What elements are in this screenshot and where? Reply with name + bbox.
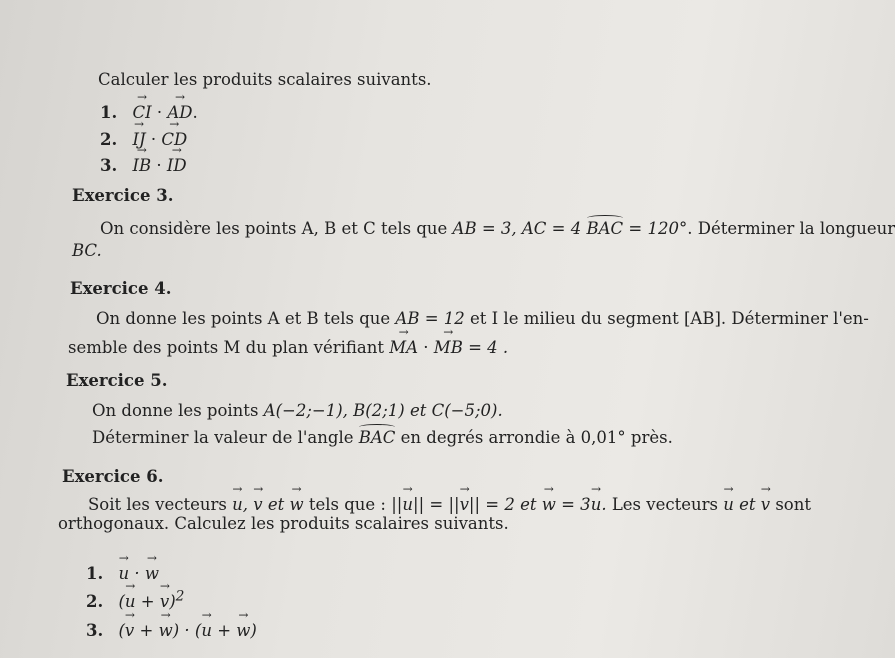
exercise-5-title: Exercice 5. — [66, 371, 168, 390]
list1-number-2: 2. — [100, 130, 118, 149]
vector-id: → ID — [167, 150, 187, 175]
ex6-number-3: 3. — [86, 621, 104, 640]
ex6-item-2: 2. (→ u + → v)$^2$ — [86, 586, 184, 611]
list1-item-3: 3. → IB · → ID — [100, 150, 187, 175]
ex3-bc: BC. — [72, 241, 102, 260]
ex3-angle-value: = 120° — [628, 219, 688, 238]
ex4-question: et I le milieu du segment [AB]. Déterminer l'en- — [470, 309, 869, 328]
exercise-4-text-2: semble des points M du plan vérifiant → MA · → MB = 4 . — [68, 332, 508, 357]
exercise-6-text-1: Soit les vecteurs → u, → v et → w tels que : ||→ u|| = ||→ v|| = 2 et → w = 3→ u. Les vecteurs → u et → v sont — [88, 489, 811, 514]
ex6-vectors: → u, → v et → w — [232, 495, 303, 514]
exercise-5-text-2 — [92, 422, 673, 447]
ex4-set-text: semble des points M du plan vérifiant — [68, 338, 384, 357]
vector-ij: → IJ — [132, 124, 145, 149]
list1-number-3: 3. — [100, 156, 118, 175]
ex6-are: sont — [775, 495, 811, 514]
vector-ma: → MA — [389, 332, 418, 357]
exercise-5-text-1 — [92, 401, 503, 420]
list1-item-1: 1. → CI · → AD. — [100, 97, 198, 122]
ex5-precision: en degrés arrondie à 0,01° près. — [400, 428, 673, 447]
exercise-4-text-1 — [96, 309, 869, 328]
ex6-vectors-text: Les vecteurs — [611, 495, 718, 514]
ex6-norms: ||→ u|| = ||→ v|| = 2 et → w = 3→ u. — [391, 495, 606, 514]
ex6-item-3: 3. (→ v + → w) · (→ u + → w) — [86, 615, 257, 640]
ex6-intro: Soit les vecteurs — [88, 495, 227, 514]
exercise-3-title: Exercice 3. — [72, 186, 174, 205]
exercise-6-text-2: orthogonaux. Calculez les produits scalaires suivants. — [58, 514, 509, 533]
exercise-4-title: Exercice 4. — [70, 279, 172, 298]
ex6-such-that: tels que : — [308, 495, 386, 514]
vector-cd: → CD — [161, 124, 187, 149]
exercise-6-title: Exercice 6. — [62, 467, 164, 486]
vector-ib: → IB — [132, 150, 151, 175]
ex4-value: = 4 . — [468, 338, 509, 357]
ex5-intro: On donne les points — [92, 401, 259, 420]
list1-end-1: . — [192, 103, 198, 122]
list1-item-2: 2. → IJ · → CD — [100, 124, 187, 149]
exercise-3-text — [100, 213, 895, 238]
angle-bac: BAC — [587, 213, 624, 238]
ex3-equation: AB = 3, AC = 4 — [452, 219, 582, 238]
ex5-angle-bac: BAC — [359, 422, 396, 447]
ex6-number-2: 2. — [86, 592, 104, 611]
intro-text: Calculer les produits scalaires suivants. — [98, 70, 432, 89]
ex6-item-1: 1. → u · → w — [86, 558, 159, 583]
ex6-number-1: 1. — [86, 564, 104, 583]
vector-ci: → CI — [132, 97, 151, 122]
vector-mb: → MB — [434, 332, 463, 357]
ex5-points: A(−2;−1), B(2;1) et C(−5;0). — [263, 401, 503, 420]
vector-ad: → AD — [167, 97, 192, 122]
ex5-question: Déterminer la valeur de l'angle — [92, 428, 354, 447]
ex3-question: . Déterminer la longueur — [687, 219, 895, 238]
ex4-equation: AB = 12 — [395, 309, 465, 328]
list1-number-1: 1. — [100, 103, 118, 122]
ex4-intro: On donne les points A et B tels que — [96, 309, 391, 328]
ex3-intro: On considère les points A, B et C tels que — [100, 219, 448, 238]
